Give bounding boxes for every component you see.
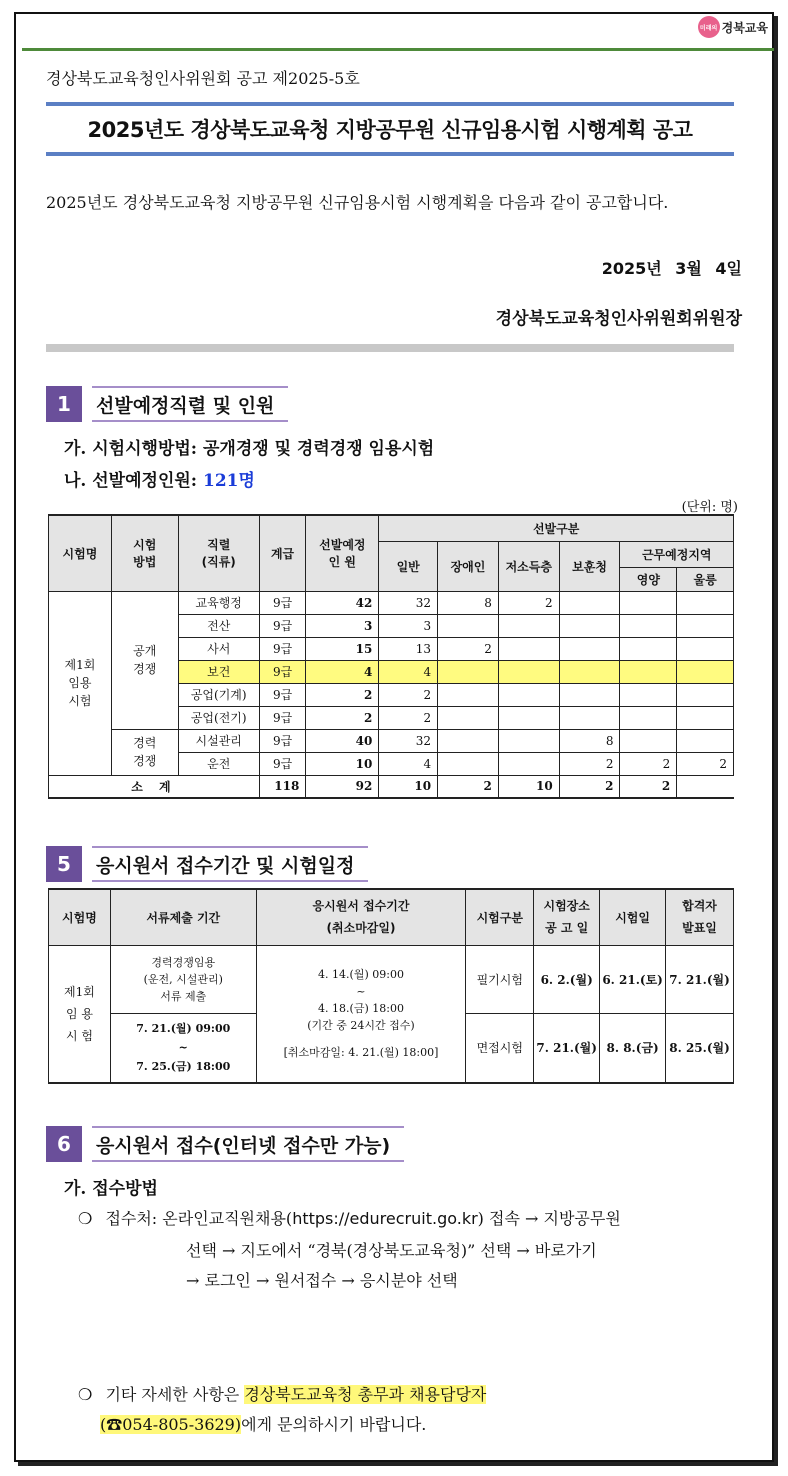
notice-date: 2025년 3월 4일 — [601, 259, 742, 278]
lowincome-cell: 2 — [498, 591, 559, 614]
section6-number: 6 — [46, 1126, 82, 1162]
s5-apply-period — [256, 945, 466, 1083]
planned-cell: 4 — [306, 660, 379, 683]
item-b-value: 121명 — [203, 471, 255, 491]
subtotal-veteran: 10 — [498, 775, 559, 798]
veteran-cell: 8 — [559, 729, 620, 752]
schedule-table — [48, 888, 734, 1084]
s5-docs-period: 7. 21.(월) 09:00 ~ 7. 25.(금) 18:00 — [110, 1013, 256, 1083]
disabled-cell — [438, 660, 499, 683]
series-cell: 시설관리 — [178, 729, 259, 752]
th-exam: 시험명 — [49, 515, 112, 591]
ulleung-cell — [677, 637, 734, 660]
apply-note: (기간 중 24시간 접수) — [307, 1019, 415, 1033]
footer-highlight-phone: (☎054-805-3629) — [100, 1415, 242, 1434]
section1-number: 1 — [46, 386, 82, 422]
general-cell: 32 — [379, 591, 438, 614]
disabled-cell — [438, 683, 499, 706]
subtotal-yeongyang: 2 — [559, 775, 620, 798]
veteran-cell — [559, 614, 620, 637]
disabled-cell: 8 — [438, 591, 499, 614]
yeongyang-cell — [620, 591, 677, 614]
series-cell: 공업(전기) — [178, 706, 259, 729]
footer-prefix: 기타 자세한 사항은 — [105, 1385, 245, 1404]
section6-title: 응시원서 접수(인터넷 접수만 가능) — [92, 1126, 404, 1162]
section1-header — [46, 386, 288, 422]
disabled-cell — [438, 752, 499, 775]
method-career-cell: 경력 경쟁 — [111, 729, 178, 775]
subtotal-row — [49, 775, 734, 798]
planned-cell: 2 — [306, 706, 379, 729]
disabled-cell — [438, 614, 499, 637]
method-open-cell: 공개 경쟁 — [111, 591, 178, 729]
line1-prefix: 접수처: 온라인교직원채용( — [105, 1209, 293, 1228]
written-result: 7. 21.(월) — [666, 945, 734, 1013]
apply-start: 4. 14.(월) 09:00 — [318, 968, 404, 982]
grade-cell: 9급 — [259, 752, 306, 775]
th-general: 일반 — [379, 541, 438, 591]
subtotal-disabled: 10 — [379, 775, 438, 798]
yeongyang-cell — [620, 729, 677, 752]
th-s5-docs: 서류제출 기간 — [110, 889, 256, 945]
th-s5-exam: 시험명 — [49, 889, 111, 945]
s5-exam-name: 제1회 임 용 시 험 — [49, 945, 111, 1083]
th-ulleung: 울릉 — [677, 567, 734, 591]
th-s5-venue: 시험장소 공 고 일 — [534, 889, 600, 945]
grade-cell: 9급 — [259, 729, 306, 752]
grade-cell: 9급 — [259, 614, 306, 637]
apply-cancel: [취소마감일: 4. 21.(월) 18:00] — [283, 1046, 439, 1060]
veteran-cell — [559, 683, 620, 706]
lowincome-cell — [498, 706, 559, 729]
section-divider — [46, 344, 734, 352]
section1-title: 선발예정직렬 및 인원 — [92, 386, 288, 422]
lowincome-cell — [498, 637, 559, 660]
apply-tilde: ~ — [356, 985, 366, 999]
lowincome-cell — [498, 752, 559, 775]
edurecruit-link[interactable]: https://edurecruit.go.kr — [292, 1209, 478, 1228]
disabled-cell — [438, 729, 499, 752]
grade-cell: 9급 — [259, 706, 306, 729]
method-line1 — [78, 1204, 621, 1233]
interview-type: 면접시험 — [466, 1013, 534, 1083]
series-cell: 교육행정 — [178, 591, 259, 614]
series-cell: 보건 — [178, 660, 259, 683]
lowincome-cell — [498, 614, 559, 637]
th-s5-type: 시험구분 — [466, 889, 534, 945]
notice-number: 경상북도교육청인사위원회 공고 제2025-5호 — [46, 69, 360, 88]
series-cell: 공업(기계) — [178, 683, 259, 706]
footer-line2 — [100, 1410, 426, 1439]
lowincome-cell — [498, 729, 559, 752]
subtotal-lowincome: 2 — [438, 775, 499, 798]
general-cell: 3 — [379, 614, 438, 637]
veteran-cell — [559, 637, 620, 660]
title-box — [46, 102, 734, 156]
disabled-cell — [438, 706, 499, 729]
ulleung-cell — [677, 591, 734, 614]
planned-cell: 15 — [306, 637, 379, 660]
interview-result: 8. 25.(월) — [666, 1013, 734, 1083]
grade-cell: 9급 — [259, 660, 306, 683]
general-cell: 13 — [379, 637, 438, 660]
ulleung-cell — [677, 614, 734, 637]
th-s5-apply: 응시원서 접수기간 (취소마감일) — [256, 889, 466, 945]
th-grade: 계급 — [259, 515, 306, 591]
th-veteran: 보훈청 — [559, 541, 620, 591]
section5-header — [46, 846, 368, 882]
planned-cell: 42 — [306, 591, 379, 614]
lowincome-cell — [498, 660, 559, 683]
ulleung-cell — [677, 706, 734, 729]
bullet-icon: ❍ — [78, 1209, 93, 1228]
table-row — [49, 591, 734, 614]
yeongyang-cell — [620, 637, 677, 660]
line1-suffix: ) 접속 → 지방공무원 — [477, 1209, 621, 1228]
interview-venue: 7. 21.(월) — [534, 1013, 600, 1083]
method-line2: 선택 → 지도에서 “경북(경상북도교육청)” 선택 → 바로가기 — [186, 1241, 597, 1260]
item-b-label: 나. 선발예정인원: — [64, 471, 203, 491]
planned-cell: 40 — [306, 729, 379, 752]
veteran-cell: 2 — [559, 752, 620, 775]
series-cell: 전산 — [178, 614, 259, 637]
planned-cell: 2 — [306, 683, 379, 706]
intro-text: 2025년도 경상북도교육청 지방공무원 신규임용시험 시행계획을 다음과 같이 공고합니다. — [46, 193, 669, 212]
grade-cell: 9급 — [259, 683, 306, 706]
lowincome-cell — [498, 683, 559, 706]
section5-title: 응시원서 접수기간 및 시험일정 — [92, 846, 368, 882]
issuer: 경상북도교육청인사위원회위원장 — [495, 309, 742, 329]
yeongyang-cell — [620, 660, 677, 683]
ulleung-cell — [677, 729, 734, 752]
apply-end: 4. 18.(금) 18:00 — [318, 1002, 404, 1016]
page-title: 2025년도 경상북도교육청 지방공무원 신규임용시험 시행계획 공고 — [87, 118, 693, 142]
logo — [698, 16, 768, 38]
grade-cell: 9급 — [259, 591, 306, 614]
subtotal-general: 92 — [306, 775, 379, 798]
bullet-icon: ❍ — [78, 1385, 93, 1404]
general-cell: 2 — [379, 706, 438, 729]
th-s5-examday: 시험일 — [600, 889, 666, 945]
section6-item-a: 가. 접수방법 — [64, 1179, 158, 1199]
ulleung-cell — [677, 683, 734, 706]
header-divider — [22, 48, 774, 51]
th-series: 직렬 (직류) — [178, 515, 259, 591]
selection-table — [48, 514, 734, 799]
yeongyang-cell — [620, 683, 677, 706]
yeongyang-cell — [620, 706, 677, 729]
interview-examday: 8. 8.(금) — [600, 1013, 666, 1083]
unit-label: (단위: 명) — [681, 500, 738, 515]
table-row — [49, 729, 734, 752]
th-region: 근무예정지역 — [620, 541, 734, 567]
method-line3: → 로그인 → 원서접수 → 응시분야 선택 — [186, 1271, 458, 1290]
yeongyang-cell — [620, 614, 677, 637]
written-type: 필기시험 — [466, 945, 534, 1013]
section1-item-b — [64, 466, 255, 491]
section5-number: 5 — [46, 846, 82, 882]
planned-cell: 10 — [306, 752, 379, 775]
logo-text: 경북교육 — [721, 20, 768, 35]
grade-cell: 9급 — [259, 637, 306, 660]
series-cell: 사서 — [178, 637, 259, 660]
general-cell: 32 — [379, 729, 438, 752]
th-yeongyang: 영양 — [620, 567, 677, 591]
disabled-cell: 2 — [438, 637, 499, 660]
subtotal-ulleung: 2 — [620, 775, 677, 798]
written-venue: 6. 2.(월) — [534, 945, 600, 1013]
ulleung-cell: 2 — [677, 752, 734, 775]
subtotal-label: 소 계 — [49, 775, 260, 798]
veteran-cell — [559, 591, 620, 614]
veteran-cell — [559, 706, 620, 729]
yeongyang-cell: 2 — [620, 752, 677, 775]
general-cell: 4 — [379, 660, 438, 683]
section1-item-a: 가. 시험시행방법: 공개경쟁 및 경력경쟁 임용시험 — [64, 439, 435, 459]
series-cell: 운전 — [178, 752, 259, 775]
veteran-cell — [559, 660, 620, 683]
th-category: 선발구분 — [379, 515, 734, 541]
ulleung-cell — [677, 660, 734, 683]
footer-line1 — [78, 1380, 486, 1409]
logo-emblem: 미래의 — [698, 16, 720, 38]
th-method: 시험 방법 — [111, 515, 178, 591]
th-lowincome: 저소득층 — [498, 541, 559, 591]
exam-name-cell: 제1회 임용 시험 — [49, 591, 112, 775]
general-cell: 4 — [379, 752, 438, 775]
written-examday: 6. 21.(토) — [600, 945, 666, 1013]
general-cell: 2 — [379, 683, 438, 706]
planned-cell: 3 — [306, 614, 379, 637]
th-disabled: 장애인 — [438, 541, 499, 591]
section6-header — [46, 1126, 404, 1162]
th-s5-result: 합격자 발표일 — [666, 889, 734, 945]
footer-suffix: 에게 문의하시기 바랍니다. — [241, 1415, 427, 1434]
th-planned: 선발예정 인 원 — [306, 515, 379, 591]
s5-docs-note: 경력경쟁임용 (운전, 시설관리) 서류 제출 — [110, 945, 256, 1013]
subtotal-planned: 118 — [259, 775, 306, 798]
footer-highlight-dept: 경상북도교육청 총무과 채용담당자 — [244, 1385, 487, 1404]
